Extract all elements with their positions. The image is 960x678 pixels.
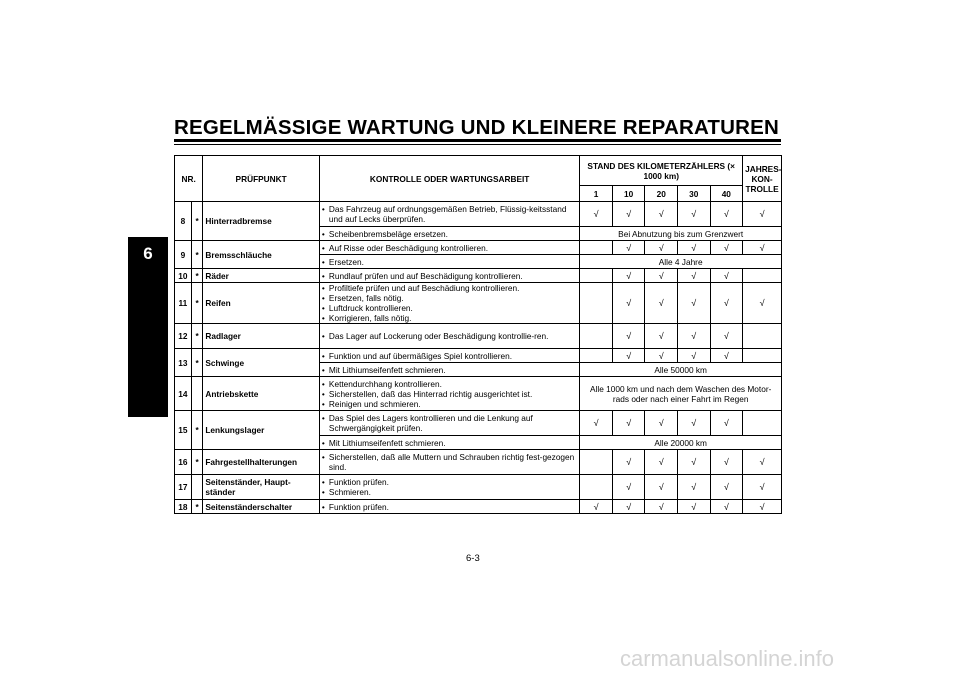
header-jahres: JAHRES- KON- TROLLE — [743, 156, 782, 202]
row-number: 17 — [175, 475, 192, 500]
check-mark: √ — [710, 475, 743, 500]
pruefpunkt-cell: Fahrgestellhalterungen — [203, 450, 320, 475]
row-number: 10 — [175, 269, 192, 283]
check-mark: √ — [645, 500, 678, 514]
check-mark: √ — [743, 241, 782, 255]
task-item: • Korrigieren, falls nötig. — [322, 313, 577, 323]
task-cell — [319, 202, 579, 227]
pruefpunkt-cell: Seitenständer, Haupt-ständer — [203, 475, 320, 500]
row-number: 18 — [175, 500, 192, 514]
table-row — [175, 241, 782, 255]
task-item: • Rundlauf prüfen und auf Beschädigung kontrollieren. — [322, 271, 577, 281]
check-mark: √ — [645, 475, 678, 500]
task-item: • Das Lager auf Lockerung oder Beschädigung kontrollie-ren. — [322, 331, 577, 341]
check-mark — [743, 411, 782, 436]
check-mark: √ — [710, 324, 743, 349]
task-cell — [319, 450, 579, 475]
task-cell — [319, 241, 579, 255]
task-cell — [319, 227, 579, 241]
task-item: • Ersetzen, falls nötig. — [322, 293, 577, 303]
task-item: • Mit Lithiumseifenfett schmieren. — [322, 365, 577, 375]
check-mark — [580, 241, 613, 255]
check-mark: √ — [645, 450, 678, 475]
asterisk-marker: * — [191, 411, 203, 450]
check-mark: √ — [710, 202, 743, 227]
table-row — [175, 411, 782, 436]
header-km: 30 — [677, 186, 710, 202]
interval-note: Alle 1000 km und nach dem Waschen des Motor-rads oder nach einer Fahrt im Regen — [580, 377, 782, 411]
check-mark — [580, 283, 613, 324]
check-mark: √ — [710, 349, 743, 363]
task-cell — [319, 283, 579, 324]
task-list — [322, 331, 577, 341]
table-row — [175, 269, 782, 283]
maintenance-table — [174, 155, 782, 514]
pruefpunkt-cell: Reifen — [203, 283, 320, 324]
header-pruefpunkt: PRÜFPUNKT — [203, 156, 320, 202]
table-row — [175, 450, 782, 475]
task-item: • Luftdruck kontrollieren. — [322, 303, 577, 313]
pruefpunkt-cell: Lenkungslager — [203, 411, 320, 450]
task-list — [322, 413, 577, 433]
check-mark: √ — [645, 241, 678, 255]
task-list — [322, 452, 577, 472]
check-mark: √ — [580, 202, 613, 227]
asterisk-marker: * — [191, 500, 203, 514]
task-item: • Mit Lithiumseifenfett schmieren. — [322, 438, 577, 448]
row-number: 13 — [175, 349, 192, 377]
check-mark: √ — [743, 450, 782, 475]
check-mark: √ — [645, 349, 678, 363]
check-mark: √ — [743, 283, 782, 324]
interval-note: Alle 20000 km — [580, 436, 782, 450]
task-item: • Funktion und auf übermäßiges Spiel kontrollieren. — [322, 351, 577, 361]
task-item: • Funktion prüfen. — [322, 502, 577, 512]
pruefpunkt-cell: Räder — [203, 269, 320, 283]
asterisk-marker: * — [191, 450, 203, 475]
check-mark: √ — [743, 500, 782, 514]
header-nr: NR. — [175, 156, 203, 202]
check-mark: √ — [710, 411, 743, 436]
task-item: • Ersetzen. — [322, 257, 577, 267]
check-mark: √ — [645, 202, 678, 227]
table-body — [175, 202, 782, 514]
check-mark: √ — [645, 324, 678, 349]
interval-note: Alle 4 Jahre — [580, 255, 782, 269]
title-rule-thin — [174, 144, 781, 145]
check-mark — [580, 450, 613, 475]
table-row — [175, 377, 782, 411]
header-km: 20 — [645, 186, 678, 202]
check-mark — [580, 349, 613, 363]
check-mark: √ — [677, 269, 710, 283]
task-cell — [319, 269, 579, 283]
check-mark — [743, 349, 782, 363]
task-item: • Auf Risse oder Beschädigung kontrollieren. — [322, 243, 577, 253]
row-number: 8 — [175, 202, 192, 241]
task-list — [322, 243, 577, 253]
asterisk-marker: * — [191, 283, 203, 324]
asterisk-marker — [191, 377, 203, 411]
check-mark: √ — [677, 241, 710, 255]
task-item: • Sicherstellen, daß alle Muttern und Schrauben richtig fest-gezogen sind. — [322, 452, 577, 472]
check-mark: √ — [677, 349, 710, 363]
chapter-tab[interactable]: 6 — [128, 237, 168, 417]
table-row — [175, 349, 782, 363]
task-list — [322, 283, 577, 323]
task-cell — [319, 349, 579, 363]
asterisk-marker: * — [191, 202, 203, 241]
header-km: 1 — [580, 186, 613, 202]
check-mark: √ — [612, 202, 645, 227]
check-mark: √ — [677, 450, 710, 475]
task-item: • Sicherstellen, daß das Hinterrad richtig ausgerichtet ist. — [322, 389, 577, 399]
check-mark: √ — [710, 241, 743, 255]
check-mark: √ — [612, 475, 645, 500]
task-item: • Das Spiel des Lagers kontrollieren und die Lenkung auf Schwergängigkeit prüfen. — [322, 413, 577, 433]
check-mark: √ — [580, 500, 613, 514]
header-kontrolle: KONTROLLE ODER WARTUNGSARBEIT — [319, 156, 579, 202]
check-mark: √ — [612, 349, 645, 363]
task-cell — [319, 324, 579, 349]
task-item: • Das Fahrzeug auf ordnungsgemäßen Betrieb, Flüssig-keitsstand und auf Lecks überprüfen. — [322, 204, 577, 224]
check-mark — [743, 324, 782, 349]
check-mark — [580, 269, 613, 283]
task-item: • Profiltiefe prüfen und auf Beschädiung kontrollieren. — [322, 283, 577, 293]
task-item: • Reinigen und schmieren. — [322, 399, 577, 409]
task-cell — [319, 411, 579, 436]
asterisk-marker: * — [191, 349, 203, 377]
title-rule-thick — [174, 139, 781, 142]
check-mark: √ — [743, 475, 782, 500]
task-list — [322, 502, 577, 512]
task-list — [322, 271, 577, 281]
check-mark — [580, 475, 613, 500]
check-mark: √ — [612, 324, 645, 349]
asterisk-marker: * — [191, 324, 203, 349]
task-list — [322, 257, 577, 267]
task-cell — [319, 475, 579, 500]
check-mark: √ — [612, 411, 645, 436]
task-list — [322, 477, 577, 497]
table-row — [175, 500, 782, 514]
check-mark: √ — [710, 283, 743, 324]
header-km: 40 — [710, 186, 743, 202]
row-number: 12 — [175, 324, 192, 349]
page-number: 6-3 — [466, 553, 480, 564]
task-list — [322, 204, 577, 224]
row-number: 9 — [175, 241, 192, 269]
task-list — [322, 351, 577, 361]
check-mark — [580, 324, 613, 349]
check-mark: √ — [677, 202, 710, 227]
check-mark: √ — [710, 269, 743, 283]
header-stand: STAND DES KILOMETERZÄHLERS (× 1000 km) — [580, 156, 743, 186]
row-number: 16 — [175, 450, 192, 475]
pruefpunkt-cell: Seitenständerschalter — [203, 500, 320, 514]
header-km: 10 — [612, 186, 645, 202]
task-item: • Scheibenbremsbeläge ersetzen. — [322, 229, 577, 239]
check-mark: √ — [677, 324, 710, 349]
check-mark: √ — [710, 500, 743, 514]
check-mark: √ — [743, 202, 782, 227]
check-mark: √ — [677, 283, 710, 324]
watermark: carmanualsonline.info — [620, 646, 835, 671]
task-list — [322, 365, 577, 375]
check-mark: √ — [645, 283, 678, 324]
task-cell — [319, 363, 579, 377]
pruefpunkt-cell: Bremsschläuche — [203, 241, 320, 269]
pruefpunkt-cell: Hinterradbremse — [203, 202, 320, 241]
check-mark: √ — [612, 283, 645, 324]
row-number: 11 — [175, 283, 192, 324]
check-mark: √ — [612, 500, 645, 514]
task-item: • Kettendurchhang kontrollieren. — [322, 379, 577, 389]
check-mark: √ — [677, 411, 710, 436]
pruefpunkt-cell: Radlager — [203, 324, 320, 349]
table-row — [175, 475, 782, 500]
task-cell — [319, 500, 579, 514]
row-number: 15 — [175, 411, 192, 450]
task-cell — [319, 255, 579, 269]
page-title: REGELMÄSSIGE WARTUNG UND KLEINERE REPARATUREN — [174, 116, 780, 139]
check-mark: √ — [677, 475, 710, 500]
task-cell — [319, 436, 579, 450]
task-list — [322, 229, 577, 239]
check-mark: √ — [710, 450, 743, 475]
task-cell — [319, 377, 579, 411]
check-mark: √ — [645, 269, 678, 283]
pruefpunkt-cell: Antriebskette — [203, 377, 320, 411]
asterisk-marker: * — [191, 241, 203, 269]
check-mark — [743, 269, 782, 283]
asterisk-marker: * — [191, 269, 203, 283]
interval-note: Alle 50000 km — [580, 363, 782, 377]
check-mark: √ — [612, 269, 645, 283]
pruefpunkt-cell: Schwinge — [203, 349, 320, 377]
row-number: 14 — [175, 377, 192, 411]
table-row — [175, 283, 782, 324]
check-mark: √ — [612, 450, 645, 475]
table-row — [175, 202, 782, 227]
check-mark: √ — [612, 241, 645, 255]
task-list — [322, 438, 577, 448]
check-mark: √ — [677, 500, 710, 514]
task-item: • Funktion prüfen. — [322, 477, 577, 487]
task-list — [322, 379, 577, 409]
task-item: • Schmieren. — [322, 487, 577, 497]
table-row — [175, 324, 782, 349]
asterisk-marker — [191, 475, 203, 500]
check-mark: √ — [645, 411, 678, 436]
interval-note: Bei Abnutzung bis zum Grenzwert — [580, 227, 782, 241]
check-mark: √ — [580, 411, 613, 436]
